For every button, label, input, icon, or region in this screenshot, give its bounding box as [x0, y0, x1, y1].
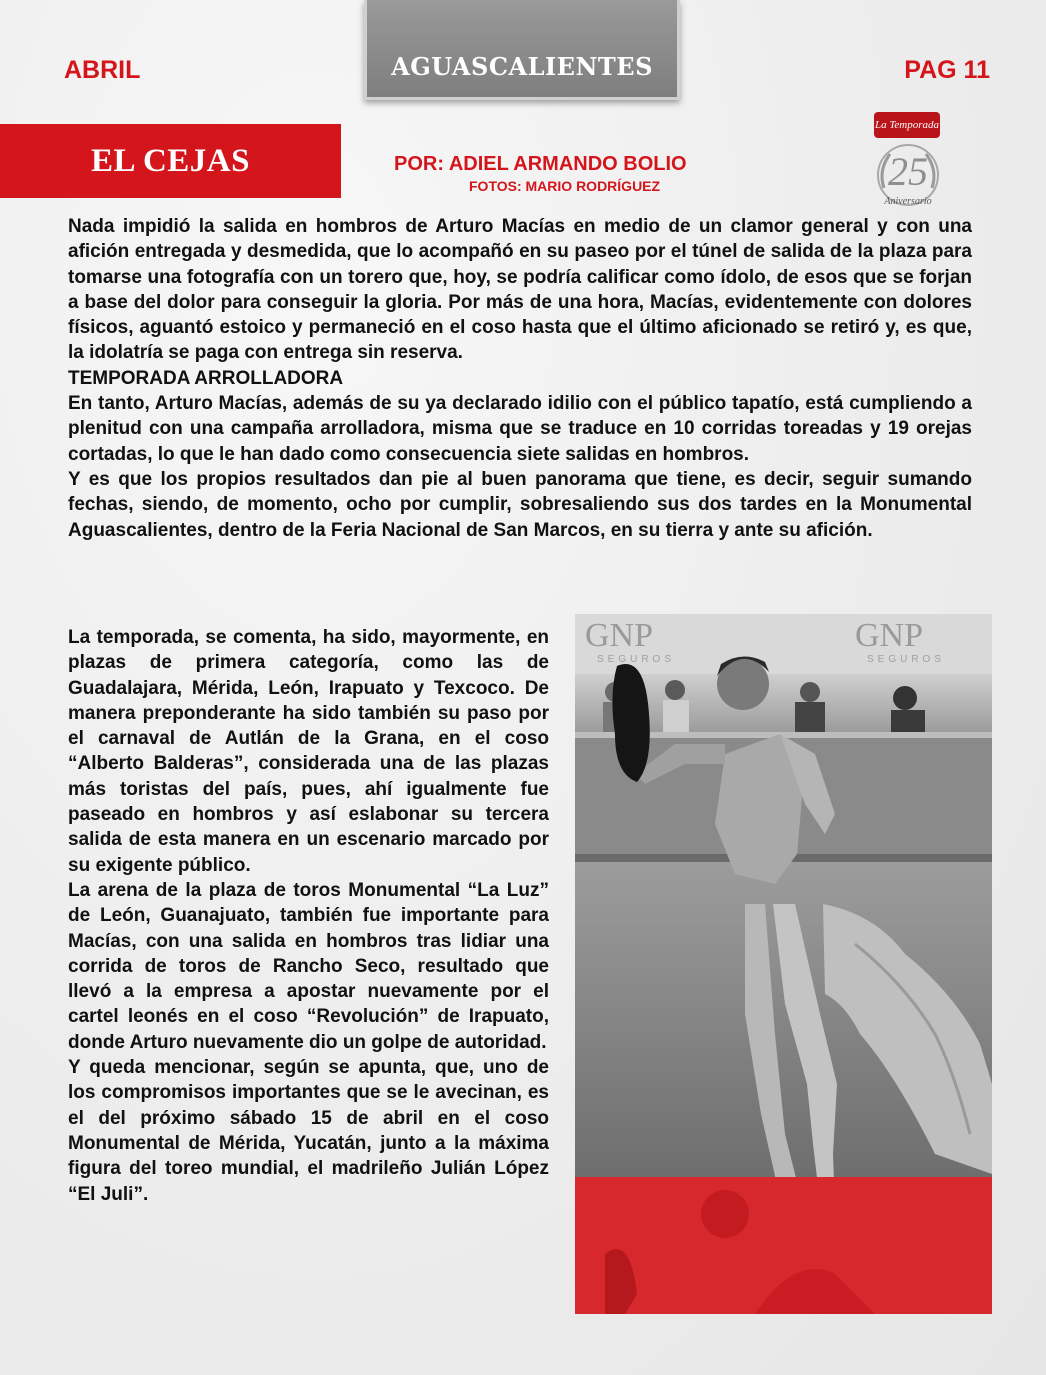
- section-title: AGUASCALIENTES: [391, 52, 653, 81]
- page-number: PAG 11: [904, 56, 990, 84]
- paragraph-season: La temporada, se comenta, ha sido, mayormente, en plazas de primera categoría, como las de Guadalajara, Mérida, León, Irapuato y Texcoco. De manera preponderante ha sido también su paso por el carnaval de Autlán de la Grana, en el coso “Alberto Balderas”, considerada una de las plazas más toristas del país, pues, ahí igualmente fue paseado en hombros y así eslabonar su tercera salida de esta manera en un escenario marcado por su exigente público.: [68, 627, 549, 876]
- sign-sub-left: SEGUROS: [597, 654, 676, 665]
- paragraph-campaign: En tanto, Arturo Macías, además de su ya declarado idilio con el público tapatío, está cumpliendo a plenitud con una campaña arrolladora, misma que se traduce en 10 corridas toreadas y 19 orejas cortadas, lo que le han dado como consecuencia siete salidas en hombros.: [68, 393, 972, 465]
- column-title: EL CEJAS: [91, 142, 250, 179]
- column-banner: [0, 124, 341, 198]
- paragraph-merida: Y queda mencionar, según se apunta, que, uno de los compromisos importantes que se le avecinan, es el del próximo sábado 15 de abril en el coso Monumental de Mérida, Yucatán, junto a la máxima figura del toreo mundial, el madrileño Julián López “El Juli”.: [68, 1057, 549, 1205]
- photo-credit: FOTOS: MARIO RODRÍGUEZ: [469, 178, 661, 194]
- logo-plate: La Temporada: [874, 112, 940, 138]
- author-byline: POR: ADIEL ARMANDO BOLIO: [394, 153, 687, 175]
- issue-month: ABRIL: [64, 56, 141, 84]
- subheading: TEMPORADA ARROLLADORA: [68, 367, 344, 389]
- paragraph-results: Y es que los propios resultados dan pie al buen panorama que tiene, es decir, seguir sumando fechas, siendo, de momento, ocho por cumplir, sobresaliendo sus dos tardes en la Monumental Aguascalientes, dentro de la Feria Nacional de San Marcos, en su tierra y ante su afición.: [68, 468, 972, 541]
- anniversary-label: Aniversario: [884, 196, 932, 207]
- section-tab: [364, 0, 680, 100]
- anniversary-number: 25: [888, 149, 928, 194]
- article-column: [68, 625, 549, 1207]
- sign-right: GNP: [855, 617, 924, 654]
- bullfighter-photo: [575, 614, 992, 1314]
- sign-sub-right: SEGUROS: [867, 654, 946, 665]
- article-top: [68, 214, 972, 543]
- paragraph-leon: La arena de la plaza de toros Monumental “La Luz” de León, Guanajuato, también fue importante para Macías, con una salida en hombros tras lidiar una corrida de toros de Rancho Seco, resultado que llevó a la empresa a apostar nuevamente por el cartel leonés en el coso “Revolución” de Irapuato, donde Arturo nuevamente dio un golpe de autoridad.: [68, 879, 549, 1053]
- sign-left: GNP: [585, 617, 654, 654]
- paragraph-intro: Nada impidió la salida en hombros de Arturo Macías en medio de un clamor general y con una afición entregada y desmedida, que lo acompañó en su paseo por el túnel de salida de la plaza para tomarse una fotografía con un torero que, hoy, se podría calificar como ídolo, de esos que se forjan a base del dolor para conseguir la gloria. Por más de una hora, Macías, evidentemente con dolores físicos, aguantó estoico y permaneció en el coso hasta que el último aficionado se retiró y, es que, la idolatría se paga con entrega sin reserva.: [68, 216, 972, 364]
- anniversary-logo: [866, 108, 950, 212]
